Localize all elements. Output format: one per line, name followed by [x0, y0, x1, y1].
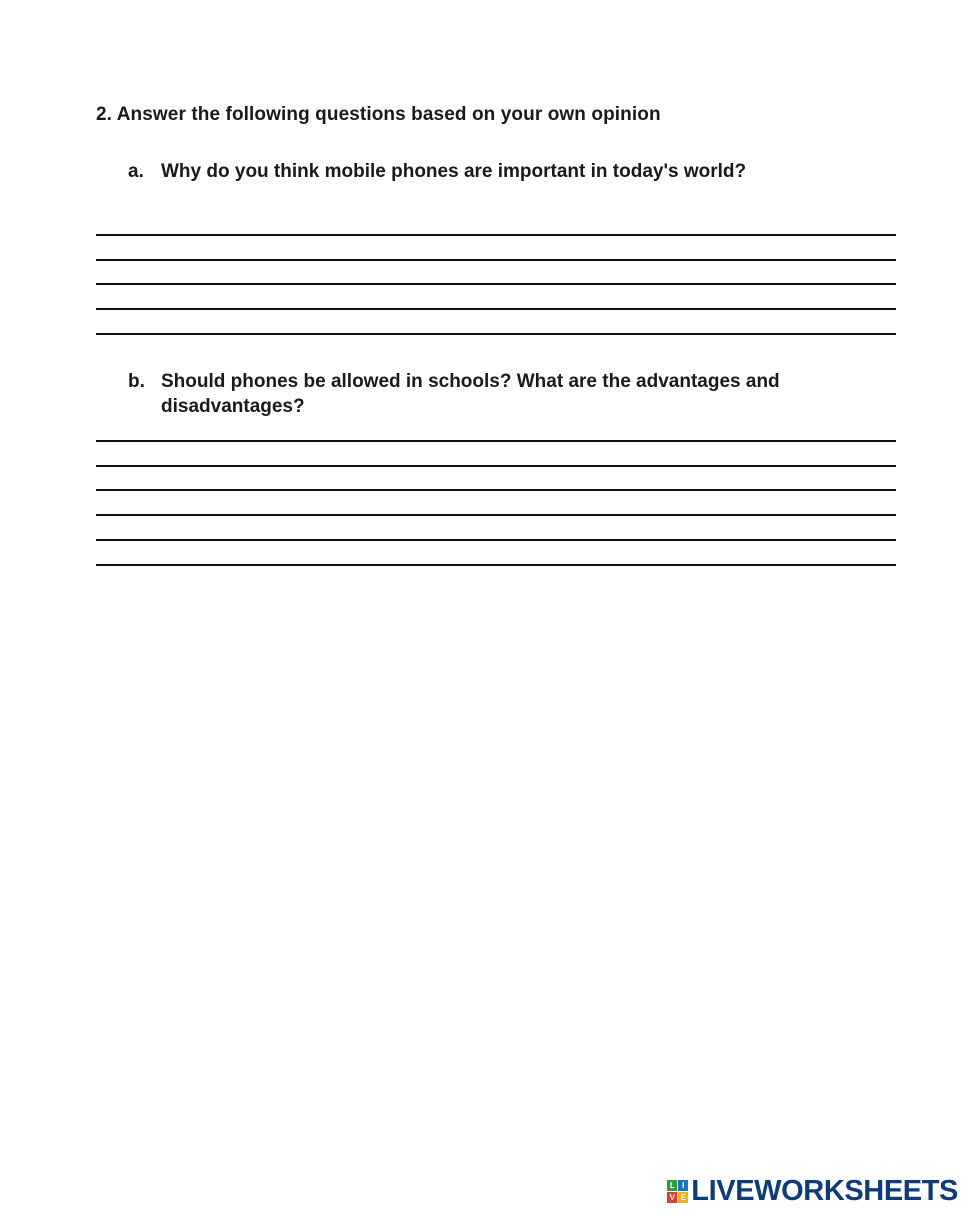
answer-line[interactable]	[96, 234, 896, 236]
question-a-text: Why do you think mobile phones are important in today's world?	[161, 161, 747, 182]
liveworksheets-logo	[667, 1177, 958, 1205]
logo-letter: V	[667, 1192, 677, 1203]
logo-letter: E	[678, 1192, 688, 1203]
answer-line[interactable]	[96, 333, 896, 335]
question-b-text: Should phones be allowed in schools? What are the advantages and disadvantages?	[161, 371, 780, 417]
logo-letter: I	[678, 1180, 688, 1191]
answer-line[interactable]	[96, 259, 896, 261]
question-a	[128, 159, 828, 184]
logo-wordmark: LIVEWORKSHEETS	[691, 1175, 958, 1207]
answer-line[interactable]	[96, 514, 896, 516]
answer-line[interactable]	[96, 308, 896, 310]
answer-line[interactable]	[96, 564, 896, 566]
answer-line[interactable]	[96, 440, 896, 442]
question-b	[128, 369, 828, 419]
logo-letter: L	[667, 1180, 677, 1191]
answer-line[interactable]	[96, 465, 896, 467]
logo-icon	[667, 1180, 688, 1203]
answer-line[interactable]	[96, 489, 896, 491]
question-b-letter: b.	[128, 371, 145, 392]
answer-line[interactable]	[96, 539, 896, 541]
answer-line[interactable]	[96, 283, 896, 285]
instruction-heading: 2. Answer the following questions based on your own opinion	[96, 104, 661, 125]
question-a-letter: a.	[128, 161, 144, 182]
